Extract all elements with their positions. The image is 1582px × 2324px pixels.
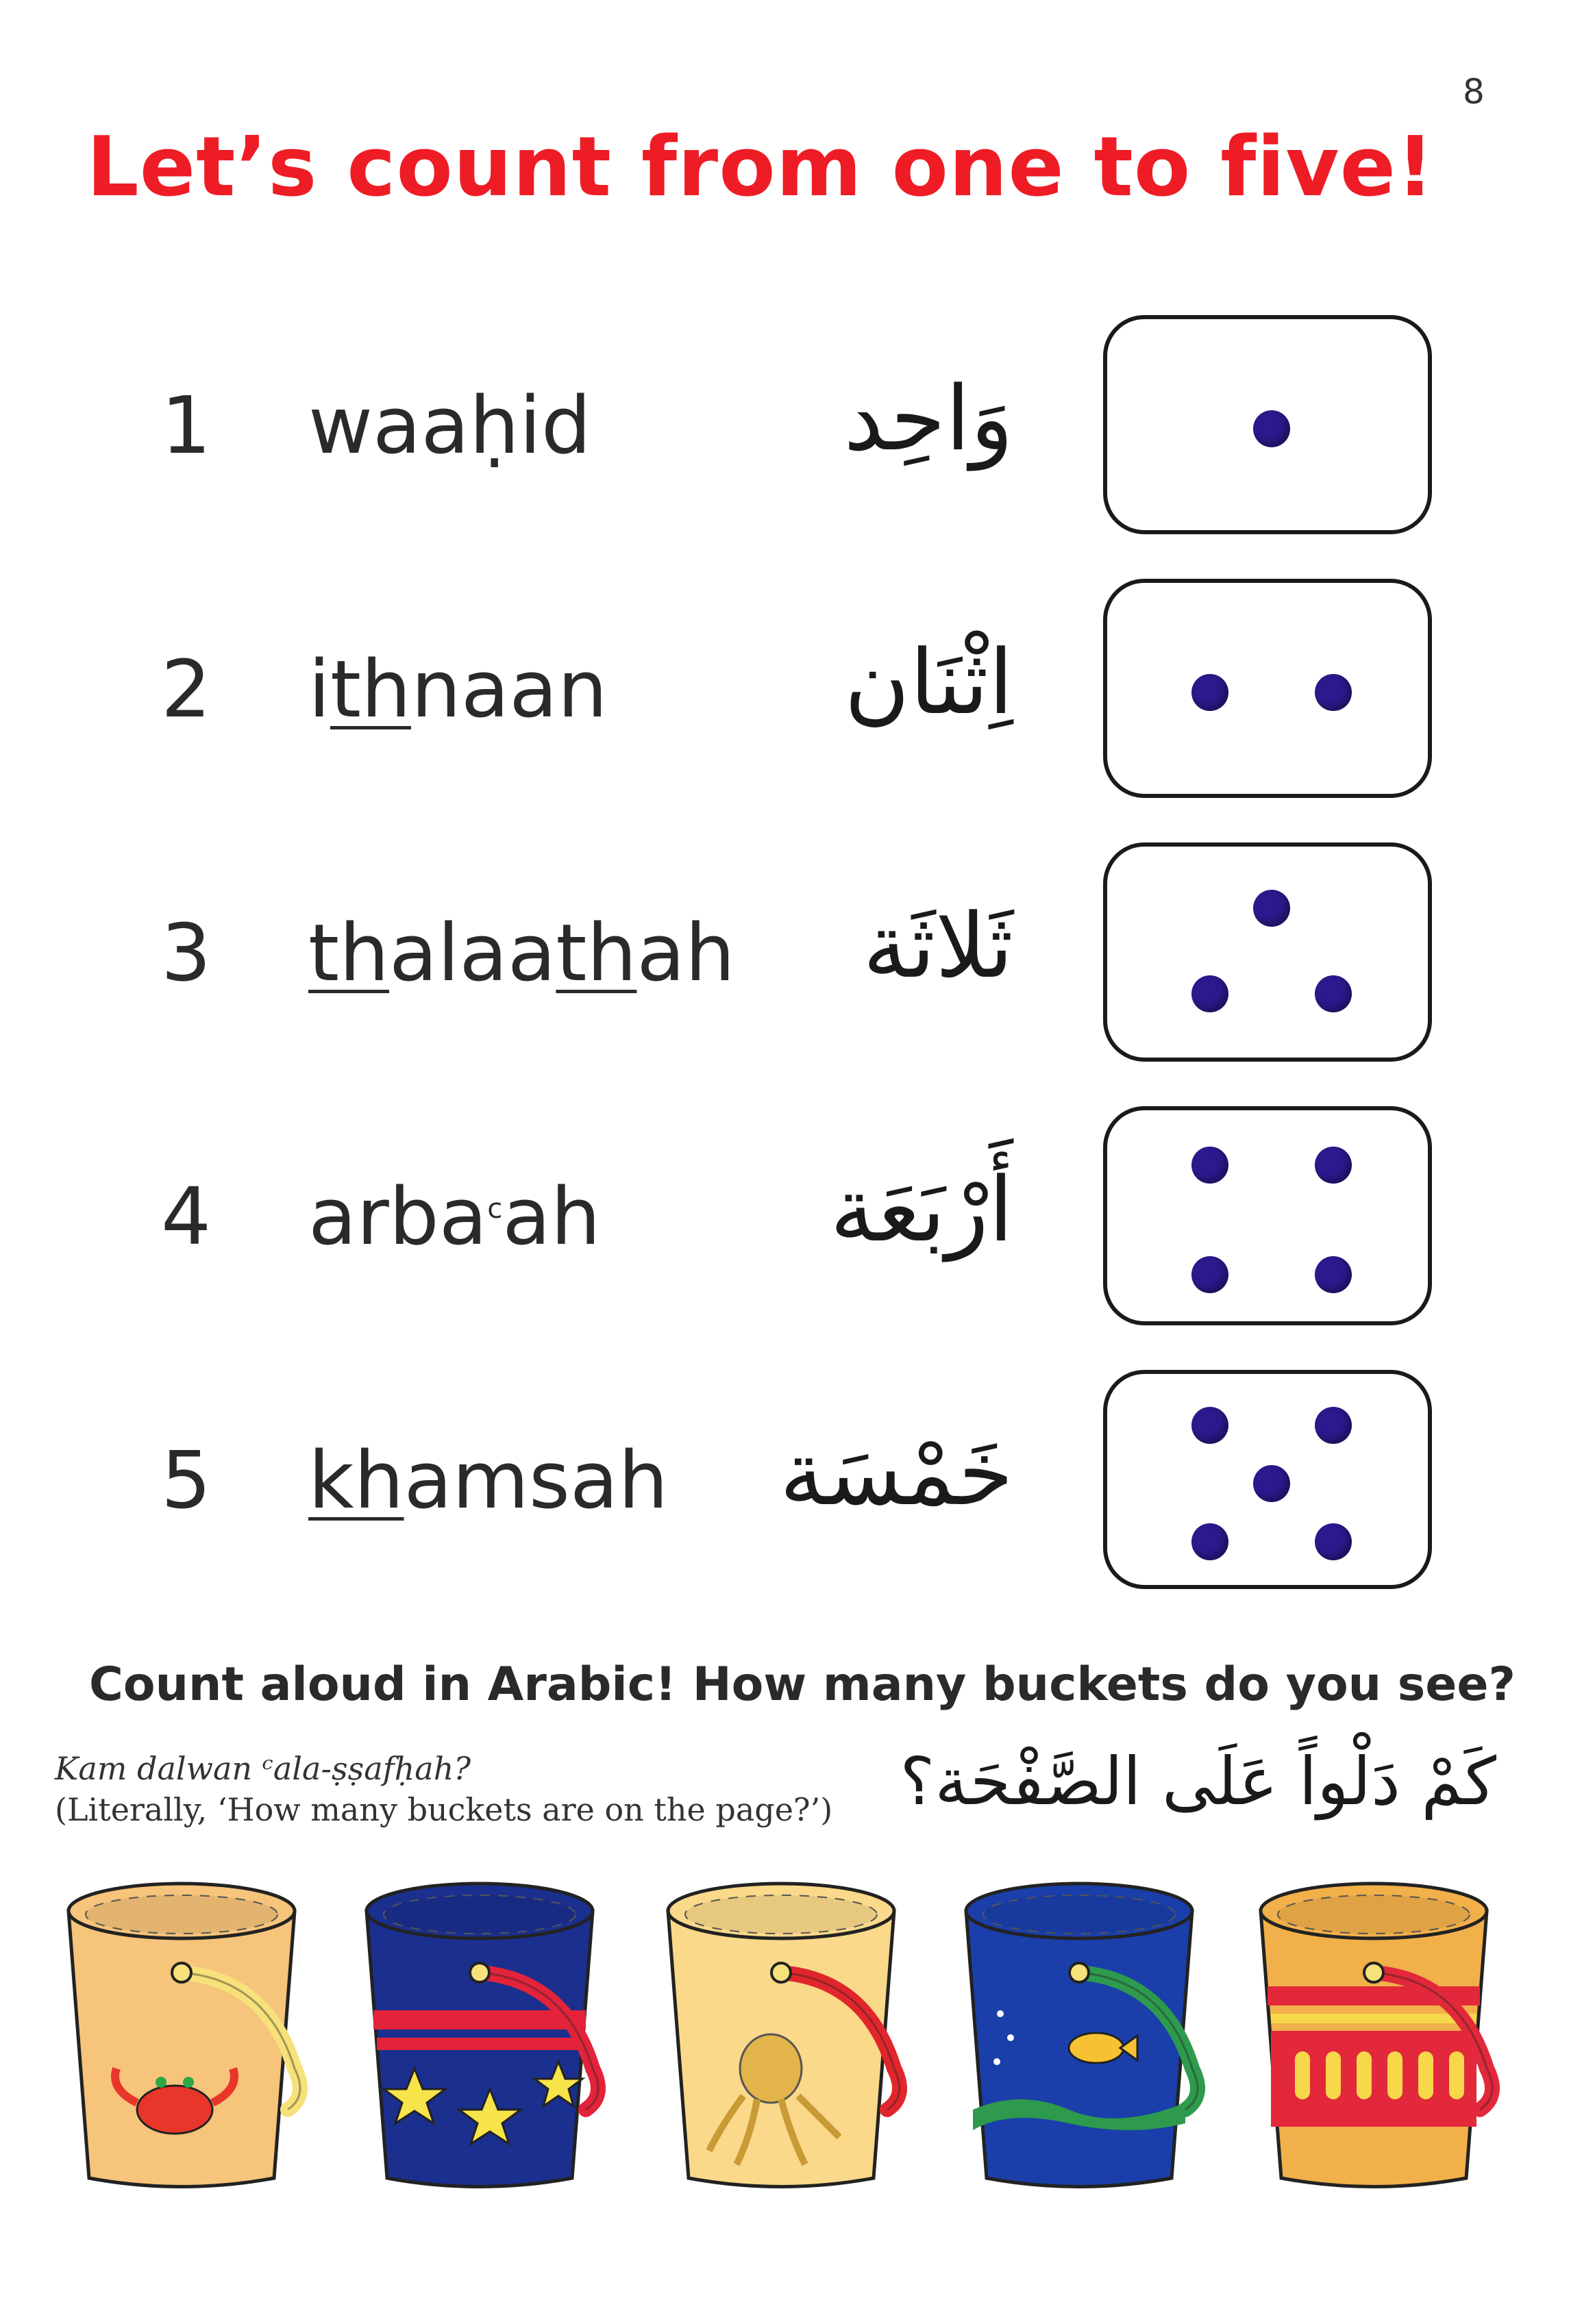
number-arabic: خَمْسَة bbox=[779, 1421, 1013, 1525]
bucket-illustration bbox=[959, 1863, 1233, 2247]
number-arabic: ثَلاثَة bbox=[863, 894, 1013, 998]
dice-box bbox=[1103, 1106, 1432, 1325]
page-number: 8 bbox=[1463, 72, 1485, 112]
dice-box bbox=[1103, 1370, 1432, 1589]
crab-bucket bbox=[62, 1863, 336, 2247]
dice-dot bbox=[1253, 890, 1290, 927]
dice-dot bbox=[1191, 975, 1228, 1012]
transliteration-part: kh bbox=[308, 1435, 404, 1527]
number-digit: 5 bbox=[161, 1435, 212, 1527]
transliteration-part: th bbox=[556, 908, 637, 999]
dice-dot bbox=[1315, 1256, 1352, 1293]
transliteration-part: id bbox=[519, 380, 591, 472]
number-transliteration bbox=[308, 1171, 601, 1263]
octopus-bucket bbox=[661, 1863, 935, 2247]
number-digit: 4 bbox=[161, 1171, 212, 1263]
dice-dot bbox=[1191, 1147, 1228, 1184]
number-digit: 1 bbox=[161, 380, 212, 472]
striped-bucket bbox=[1254, 1863, 1528, 2247]
transliteration-part: amsah bbox=[404, 1435, 669, 1527]
dice-dot bbox=[1253, 1465, 1290, 1502]
dice-dot bbox=[1191, 1407, 1228, 1444]
fish-bucket bbox=[959, 1863, 1233, 2247]
number-row bbox=[0, 315, 1582, 541]
number-row bbox=[0, 1106, 1582, 1332]
number-arabic: وَاحِد bbox=[843, 366, 1013, 471]
number-transliteration bbox=[308, 908, 735, 999]
transliteration-part: naan bbox=[410, 644, 608, 736]
dice-dot bbox=[1315, 975, 1352, 1012]
question-literal: (Literally, ‘How many buckets are on the page?’) bbox=[55, 1791, 833, 1828]
number-transliteration bbox=[308, 380, 591, 472]
number-row bbox=[0, 842, 1582, 1069]
number-row bbox=[0, 579, 1582, 805]
number-transliteration bbox=[308, 644, 608, 736]
dice-dot bbox=[1191, 674, 1228, 711]
transliteration-part: ah bbox=[502, 1171, 601, 1263]
question-transliteration: Kam dalwan ᶜala-ṣṣafḥah? bbox=[55, 1750, 471, 1787]
dice-dot bbox=[1191, 1523, 1228, 1560]
page-title: Let’s count from one to five! bbox=[86, 120, 1435, 215]
transliteration-part: ah bbox=[636, 908, 735, 999]
number-digit: 2 bbox=[161, 644, 212, 736]
bucket-illustration bbox=[1254, 1863, 1528, 2247]
question-arabic: كَمْ دَلْواً عَلَى الصَّفْحَة؟ bbox=[900, 1743, 1496, 1820]
dice-dot bbox=[1315, 674, 1352, 711]
dice-dot bbox=[1191, 1256, 1228, 1293]
stars-bucket bbox=[360, 1863, 634, 2247]
dice-dot bbox=[1315, 1523, 1352, 1560]
bucket-row bbox=[0, 1863, 1582, 2247]
dice-dot bbox=[1315, 1147, 1352, 1184]
bucket-illustration bbox=[62, 1863, 336, 2247]
number-row bbox=[0, 1370, 1582, 1596]
transliteration-part: waa bbox=[308, 380, 469, 472]
number-transliteration bbox=[308, 1435, 668, 1527]
dice-box bbox=[1103, 579, 1432, 798]
bucket-illustration bbox=[360, 1863, 634, 2247]
dice-box bbox=[1103, 842, 1432, 1062]
dice-dot bbox=[1253, 410, 1290, 447]
number-arabic: اِثْنَان bbox=[844, 630, 1013, 734]
bucket-illustration bbox=[661, 1863, 935, 2247]
number-arabic: أَرْبَعَة bbox=[830, 1158, 1013, 1262]
dice-dot bbox=[1315, 1407, 1352, 1444]
dice-box bbox=[1103, 315, 1432, 534]
transliteration-part: th bbox=[330, 644, 411, 736]
transliteration-part: ḥ bbox=[469, 380, 519, 472]
transliteration-part: c bbox=[487, 1193, 503, 1225]
transliteration-part: i bbox=[308, 644, 330, 736]
transliteration-part: th bbox=[308, 908, 389, 999]
transliteration-part: alaa bbox=[388, 908, 556, 999]
transliteration-part: arba bbox=[308, 1171, 488, 1263]
number-digit: 3 bbox=[161, 908, 212, 999]
question-heading: Count aloud in Arabic! How many buckets do you see? bbox=[89, 1658, 1516, 1712]
